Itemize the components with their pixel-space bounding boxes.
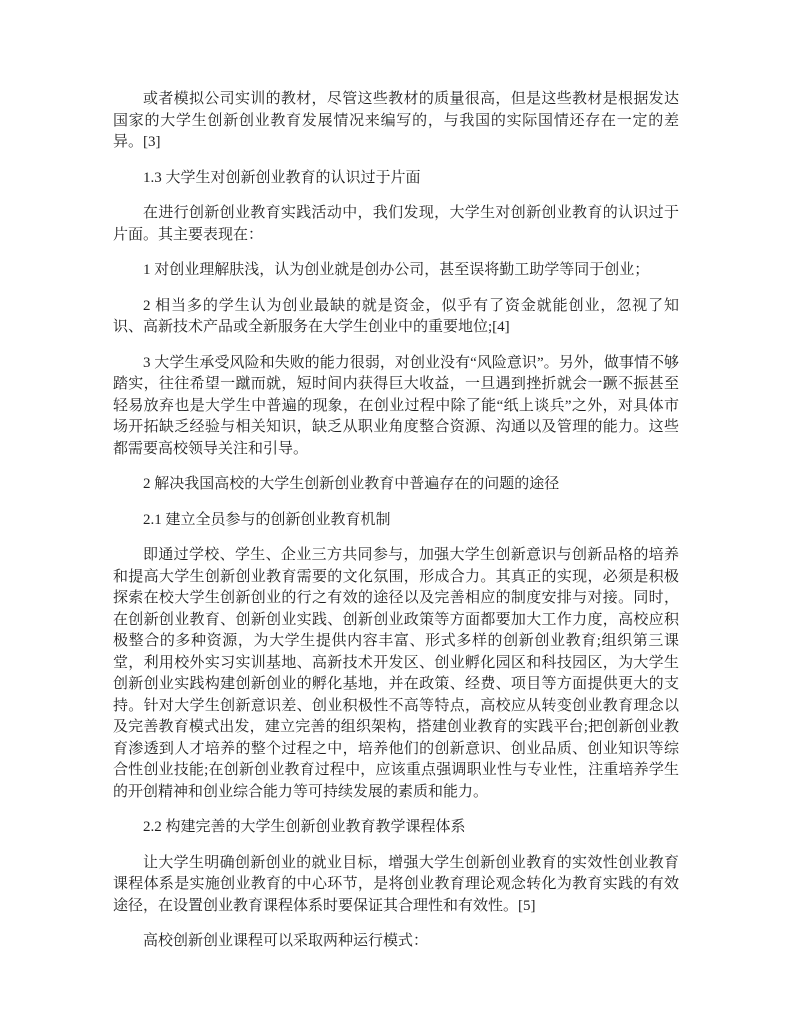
list-item-3: 3 大学生承受风险和失败的能力很弱，对创业没有“风险意识”。另外，做事情不够踏实，往往希望一蹴而就，短时间内获得巨大收益，一旦遇到挫折就会一蹶不振甚至轻易放弃也是大学生中普遍的现象，在创业过程中除了能“纸上谈兵”之外，对具体市场开拓缺乏经验与相关知识，缺乏从职业角度整合资源、沟通以及管理的能力。这些都需要高校领导关注和引导。 (113, 354, 679, 457)
list-item-1: 1 对创业理解肤浅，认为创业就是创办公司，甚至误将勤工助学等同于创业； (143, 262, 650, 278)
section-heading-2: 2 解决我国高校的大学生创新创业教育中普遍存在的问题的途径 (143, 476, 560, 492)
paragraph-course-modes: 高校创新创业课程可以采取两种运行模式： (143, 933, 429, 949)
paragraph-textbook-gap: 或者模拟公司实训的教材，尽管这些教材的质量很高，但是这些教材是根据发达国家的大学生创新创业教育发展情况来编写的，与我国的实际国情还存在一定的差异。[3] (113, 91, 679, 150)
list-item-2: 2 相当多的学生认为创业最缺的就是资金，似乎有了资金就能创业，忽视了知识、高新技术产品或全新服务在大学生创业中的重要地位;[4] (113, 297, 679, 335)
section-heading-2-2: 2.2 构建完善的大学生创新创业教育教学课程体系 (143, 819, 466, 835)
paragraph-practice-finding: 在进行创新创业教育实践活动中，我们发现，大学生对创新创业教育的认识过于片面。其主要表现在： (113, 205, 679, 243)
paragraph-mechanism-detail: 即通过学校、学生、企业三方共同参与，加强大学生创新意识与创新品格的培养和提高大学生创新创业教育需要的文化氛围，形成合力。其真正的实现，必须是积极探索在校大学生创新创业的行之有效的途径以及完善相应的制度安排与对接。同时，在创新创业教育、创新创业实践、创新创业政策等方面都要加大工作力度，高校应积极整合的多种资源，为大学生提供内容丰富、形式多样的创新创业教育;组织第三课堂，利用校外实习实训基地、高新技术开发区、创业孵化园区和科技园区，为大学生创新创业实践构建创新创业的孵化基地，并在政策、经费、项目等方面提供更大的支持。针对大学生创新意识差、创业积极性不高等特点，高校应从转变创业教育理念以及完善教育模式出发，建立完善的组织架构，搭建创业教育的实践平台;把创新创业教育渗透到人才培养的整个过程之中，培养他们的创新意识、创业品质、创业知识等综合性创业技能;在创新创业教育过程中，应该重点强调职业性与专业性，注重培养学生的开创精神和创业综合能力等可持续发展的素质和能力。 (113, 547, 679, 800)
section-heading-1-3: 1.3 大学生对创新创业教育的认识过于片面 (143, 169, 421, 186)
paragraph-curriculum-goal: 让大学生明确创新创业的就业目标，增强大学生创新创业教育的实效性创业教育课程体系是实施创业教育的中心环节，是将创业教育理论观念转化为教育实践的有效途径，在设置创业教育课程体系时要保证其合理性和有效性。[5] (113, 854, 679, 914)
section-heading-2-1: 2.1 建立全员参与的创新创业教育机制 (143, 511, 391, 528)
